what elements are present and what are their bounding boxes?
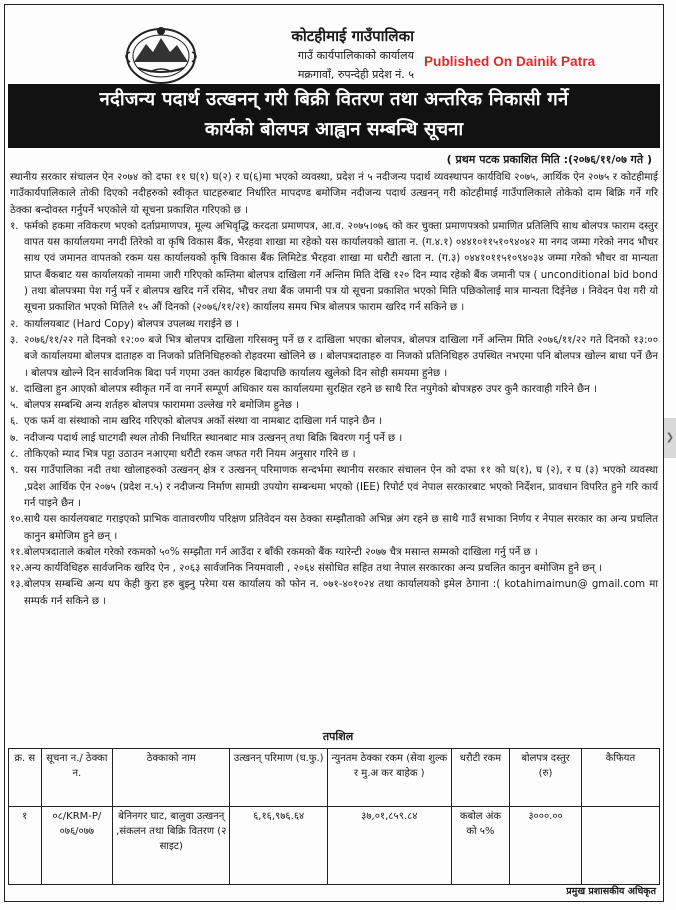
notice-title-bar [8, 84, 660, 148]
notice-title-line-2: कार्यको बोलपत्र आह्वान सम्बन्धि सूचना [204, 119, 464, 140]
schedule-header-cell: धरौटी रकम [451, 749, 510, 807]
office-address: मक्रगावाँ, रुपन्देही प्रदेश नं. ५ [297, 68, 414, 81]
condition-text: नदीजन्य पदार्थ लाई घाटगदी स्थल तोकी निर्धारित स्थानबाट मात्र उत्खनन् तथा बिक्रि बिवरण गर्नु पर्ने छ । [24, 432, 403, 444]
condition-item [10, 512, 658, 545]
schedule-cell: ३०००.०० [510, 807, 582, 885]
condition-number: ८. [10, 449, 19, 461]
condition-text: एक फर्म वा संस्थाको नाम खरिद गरिएको बोलपत्र अर्को संस्था वा नामबाट दाखिला गर्न पाइने छैन । [24, 416, 383, 428]
schedule-header-cell: उत्खनन् परिमाण (घ.फु.) [230, 749, 328, 807]
condition-item [10, 414, 658, 430]
condition-text: बोलपत्र सम्बन्धि अन्य थप केही कुरा हरु बुझ्नु परेमा यस कार्यालय को फोन न. ०७१-४०१०२४ तथा कार्यालयको इमेल ठेगाना :( kotahimaimun@ gmail.com मा सम्पर्क गर्न सकिने छ । [24, 579, 658, 607]
condition-number: ७. [10, 432, 19, 444]
condition-number: ११. [10, 546, 24, 558]
condition-item [10, 431, 658, 447]
condition-number: २. [10, 318, 19, 330]
municipality-name: कोटहीमाई गाउँपालिका [291, 27, 414, 45]
schedule-header-cell: न्युनतम ठेक्का रकम (सेवा शुल्क र मु.अ कर बाहेक ) [327, 749, 451, 807]
condition-item [10, 463, 658, 512]
condition-text: फर्मको हकमा नविकरण भएको दर्ताप्रमाणपत्र, मूल्य अभिवृद्धि करदता प्रमाणपत्र, आ.व. २०७५।०७६ को कर चुक्ता प्रमाणपत्रको प्रमाणित प्रतिलिपि साथ बोलपत्र फाराम दस्तुर वापत यस कार्यालयमा नगदी तिरेको वा कृषि विकास बैंक, भैरहवा शाखा मा रहेको यस कार्यालयको खाता न. (ग.४.१) ०४४१०११५१०९४०४२ मा नगद जम्मा गरेको नगद भौचर साथ एवं जमानत वापतको रकम यस कार्यालयको कृषि विकास बैंक लिमिटेड भैरहवा शाखा मा धरौटी खाता न. (ग.३) ०४४१०११५१०९४०३४ जम्मा गरेको भौचर वा मान्यता प्राप्त बैंकबाट यस कार्यालयको नाममा जारी गरिएको कम्तिमा बोलपत्र दाखिला गर्ने अन्तिम मिति देखि १२० दिन म्याद रहेको बैंक जमानी पत्र ( unconditional bid bond ) तथा बोलपत्रमा पेश गर्नु पर्ने र बोलपत्र खरिद गर्ने रसिद, भौचर तथा बैंक जमानी पत्र यो सूचना प्रकाशित भएको मिति पछिकोलाई मात्र मान्यता दिईनेछ । निवेदन पेश गरी यो सूचना प्रकाशित भएको मितिले १५ औं दिनको (२०७६/११/२१) कार्यालय समय भित्र बोलपत्र फाराम खरिद गर्न सकिने छ । [24, 220, 658, 314]
condition-text: अन्य कार्यविधिहरु सार्वजनिक खरिद ऐन , २०६३ सार्वजनिक नियमवाली , २०६४ संसोधित सहित तथा नेपाल सरकारका अन्य प्रचलित कानुन बमोजिम हुने छन् । [24, 563, 603, 575]
signoff: प्रमुख प्रशासकीय अधिकृत [566, 886, 656, 897]
office-name: गाउँ कार्यपालिकाको कार्यालय [297, 49, 414, 62]
schedule-header-cell: क्र. स [9, 749, 42, 807]
condition-number: ९. [10, 465, 19, 477]
schedule-cell: ६,१६,९७६.६४ [230, 807, 328, 885]
condition-number: ४. [10, 383, 19, 395]
schedule-header-row [9, 749, 660, 807]
condition-item [10, 317, 658, 333]
condition-item [10, 398, 658, 414]
condition-number: ६. [10, 416, 19, 428]
condition-text: तोकिएको म्याद भित्र पट्टा उठाउन नआएमा धरौटी रकम जफत गरी नियम अनुसार गरिने छ । [24, 449, 356, 461]
nepal-emblem-icon [120, 22, 202, 86]
schedule-header-cell: कैफियत [581, 749, 659, 807]
intro-paragraph: स्थानीय सरकार संचालन ऐन २०७४ को दफा ११ घ(१) घ(२) र घ(६)मा भएको व्यवस्था, प्रदेश नं ५ नदीजन्य पदार्थ व्यवस्थापन कार्यविधि २०७५, आर्थिक ऐन २०७५ र कोटहीमाई गाउँकार्यपालिकाले तोकी दिएको नदीहरुको स्वीकृत घाटहरुबाट निर्धारित मापदण्ड बमोजिम नदीजन्य पदार्थ उत्खनन् गरी कोटहीमाई गाउँपालिकाले तोकेको दाम बिक्रि गर्ने गरि ठेक्का बन्दोवस्त गर्नुपर्ने भएकोले यो सूचना प्रकाशित गरिएको छ । [10, 172, 658, 216]
notice-body [10, 170, 658, 610]
condition-number: १. [10, 220, 19, 232]
condition-number: १०. [10, 514, 24, 526]
condition-item [10, 545, 658, 561]
schedule-header-cell: ठेक्काको नाम [113, 749, 230, 807]
condition-text: साथै यस कार्यलयबाट गराइएको प्राभिक वातावरणीय परिक्षण प्रतिवेदन यस ठेक्का सम्झौताको अभिन्न अंग रहने छ साथै गाउँ सभाका निर्णय र नेपाल सरकार का अन्य प्रचलित कानुन बमोजिम हुने छन् । [24, 514, 658, 542]
condition-item [10, 561, 658, 577]
condition-item [10, 333, 658, 382]
condition-text: दाखिला हुन आएको बोलपत्र स्वीकृत गर्ने वा नगर्ने सम्पूर्ण अधिकार यस कार्यालयमा सुरक्षित रहने छ साथै रित नपुगेको बोपत्रहरु उपर कुनै कारवाही गरिने छैन । [24, 383, 597, 395]
condition-item [10, 382, 658, 398]
condition-text: यस गाउँपालिका नदी तथा खोलाहरुको उत्खनन् क्षेत्र र उत्खनन् परिमाणक सन्दर्भमा स्थानीय सरकार संचालन ऐन को दफा ११ को घ(१), घ (२), र घ (३) भएको व्यवस्था ,प्रदेश आर्थिक ऐन २०७५ (प्रदेश न.५) र नदीजन्य निर्माण सामग्री उपयोग सम्बन्धमा भएको (IEE) रिपोर्ट एवं नेपाल सरकारबाट भएको निर्देशन, प्रावधान विपरित हुने गरि कार्य गर्न पाइने छैन । [24, 465, 658, 509]
scroll-arrow-icon[interactable]: ❯ [664, 418, 676, 458]
schedule-cell: बेनिनगर घाट, बालुवा उत्खनन् ,संकलन तथा बिक्रि वितरण (२ साइट) [113, 807, 230, 885]
condition-text: बोलपत्रदाताले कबोल गरेको रकमको ५०% सम्झौता गर्न आउँदा र बाँकी रकमको बैंक ग्यारेन्टी २०७७ चैत्र मसान्त सम्मको दाखिला गर्नु पर्ने छ । [24, 546, 538, 558]
first-publish-date: ( प्रथम पटक प्रकाशित मिति :(२०७६/११/०७ गते ) [446, 153, 652, 166]
published-on-label: Published On Dainik Patra [424, 54, 596, 69]
schedule-header-cell: सूचना न./ ठेक्का न. [41, 749, 113, 807]
conditions-list [10, 219, 658, 610]
schedule-header-cell: बोलपत्र दस्तुर (रु) [510, 749, 582, 807]
schedule-body [9, 807, 660, 885]
condition-number: १३. [10, 579, 24, 591]
condition-item [10, 219, 658, 317]
condition-text: बोलपत्र सम्बन्धि अन्य शर्तहरु बोलपत्र फाराममा उल्लेख गरे बमोजिम हुनेछ । [24, 400, 299, 412]
condition-number: ५. [10, 400, 19, 412]
condition-item [10, 577, 658, 610]
condition-item [10, 447, 658, 463]
schedule-title: तपशिल [322, 730, 354, 743]
notice-title-line-1: नदीजन्य पदार्थ उत्खनन् गरी बिक्री वितरण तथा अन्तरिक निकासी गर्ने [99, 89, 569, 110]
table-row [9, 807, 660, 885]
schedule-cell [581, 807, 659, 885]
office-block [204, 26, 414, 84]
condition-number: ३. [10, 334, 19, 346]
schedule-cell: १ [9, 807, 42, 885]
schedule-cell: कबोल अंक को ५% [451, 807, 510, 885]
schedule-cell: ०८/KRM-P/०७६/०७७ [41, 807, 113, 885]
schedule-cell: ३७,०१,८५९.८४ [327, 807, 451, 885]
condition-text: कार्यालयबाट (Hard Copy) बोलपत्र उपलब्ध गराईने छ । [24, 318, 239, 330]
schedule-table [8, 748, 660, 885]
condition-text: २०७६/११/२२ गते दिनको १२:०० बजे भित्र बोलपत्र दाखिला गरिसक्नु पर्ने छ र दाखिला भएका बोलपत्र, बोलपत्र दाखिला गर्ने अन्तिम मिति २०७६/११/२२ गते दिनको १३:०० बजे कार्यालयमा बोलपत्र दाताहरु वा निजको प्रतिनिधिहरुको रोहवरमा खोलिने छ । बोलपत्रदाताहरु वा निजको प्रतिनिधिहरु उपस्थित नभएमा पनि बोलपत्र खोल्न बाधा पर्ने छैन । बोलपत्र खोल्ने दिन सार्वजनिक बिदा पर्न गएमा उक्त कार्यहरु बिदापछि कार्यालय खुलेको दिन सोही समयमा हुनेछ । [24, 334, 658, 379]
condition-number: १२. [10, 563, 24, 575]
letterhead [8, 8, 658, 84]
